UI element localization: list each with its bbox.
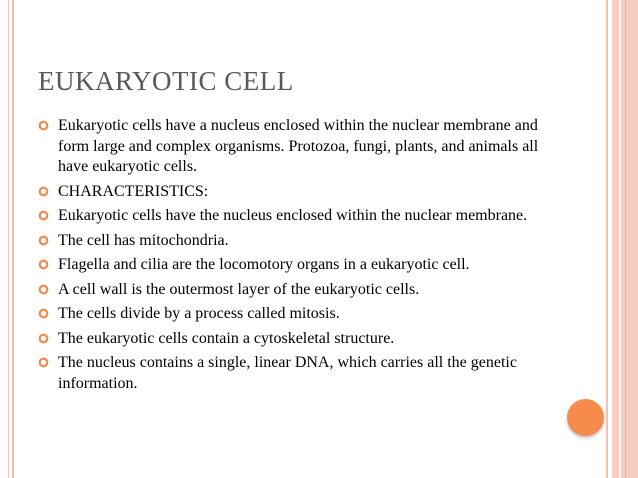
bullet-text: The cell has mitochondria.: [58, 231, 229, 249]
bullet-item: [38, 353, 548, 394]
hollow-circle-bullet-icon: [38, 333, 49, 344]
bullet-text: A cell wall is the outermost layer of the eukaryotic cells.: [58, 280, 420, 298]
bullet-text: Eukaryotic cells have the nucleus enclosed within the nuclear membrane.: [58, 207, 528, 224]
hollow-circle-bullet-icon: [38, 120, 49, 131]
slide-title: EUKARYOTIC CELL: [38, 66, 294, 96]
bullet-text: Flagella and cilia are the locomotory organs in a eukaryotic cell.: [58, 256, 470, 273]
bullet-item: [38, 255, 548, 276]
hollow-circle-bullet-icon: [38, 357, 49, 368]
bullet-item: [38, 329, 548, 350]
hollow-circle-bullet-icon: [38, 235, 49, 246]
bullet-text: The cells divide by a process called mitosis.: [58, 305, 340, 322]
hollow-circle-bullet-icon: [38, 308, 49, 319]
left-decorative-line: [8, 0, 9, 478]
bullet-item: [38, 304, 548, 325]
bullet-item: [38, 206, 548, 227]
bullet-text: Eukaryotic cells have a nucleus enclosed within the nuclear membrane and form large and complex organisms. Protozoa, fungi, plants, and animals all have eukaryotic cells.: [58, 117, 539, 175]
bullet-text: The nucleus contains a single, linear DNA, which carries all the genetic information.: [58, 354, 517, 392]
left-decorative-line: [12, 0, 14, 478]
bullet-item: [38, 182, 548, 203]
bullet-item: [38, 280, 548, 301]
right-decorative-line: [625, 0, 626, 478]
hollow-circle-bullet-icon: [38, 186, 49, 197]
bullet-item: [38, 231, 548, 252]
bullet-text: CHARACTERISTICS:: [58, 182, 209, 200]
hollow-circle-bullet-icon: [38, 210, 49, 221]
hollow-circle-bullet-icon: [38, 259, 49, 270]
bullet-text: The eukaryotic cells contain a cytoskeletal structure.: [58, 329, 395, 347]
bullet-item: [38, 116, 548, 178]
bullet-list: [38, 116, 548, 398]
hollow-circle-bullet-icon: [38, 284, 49, 295]
right-decorative-line: [606, 0, 608, 478]
right-decorative-line: [619, 0, 621, 478]
orange-circle-decoration: [567, 399, 604, 436]
